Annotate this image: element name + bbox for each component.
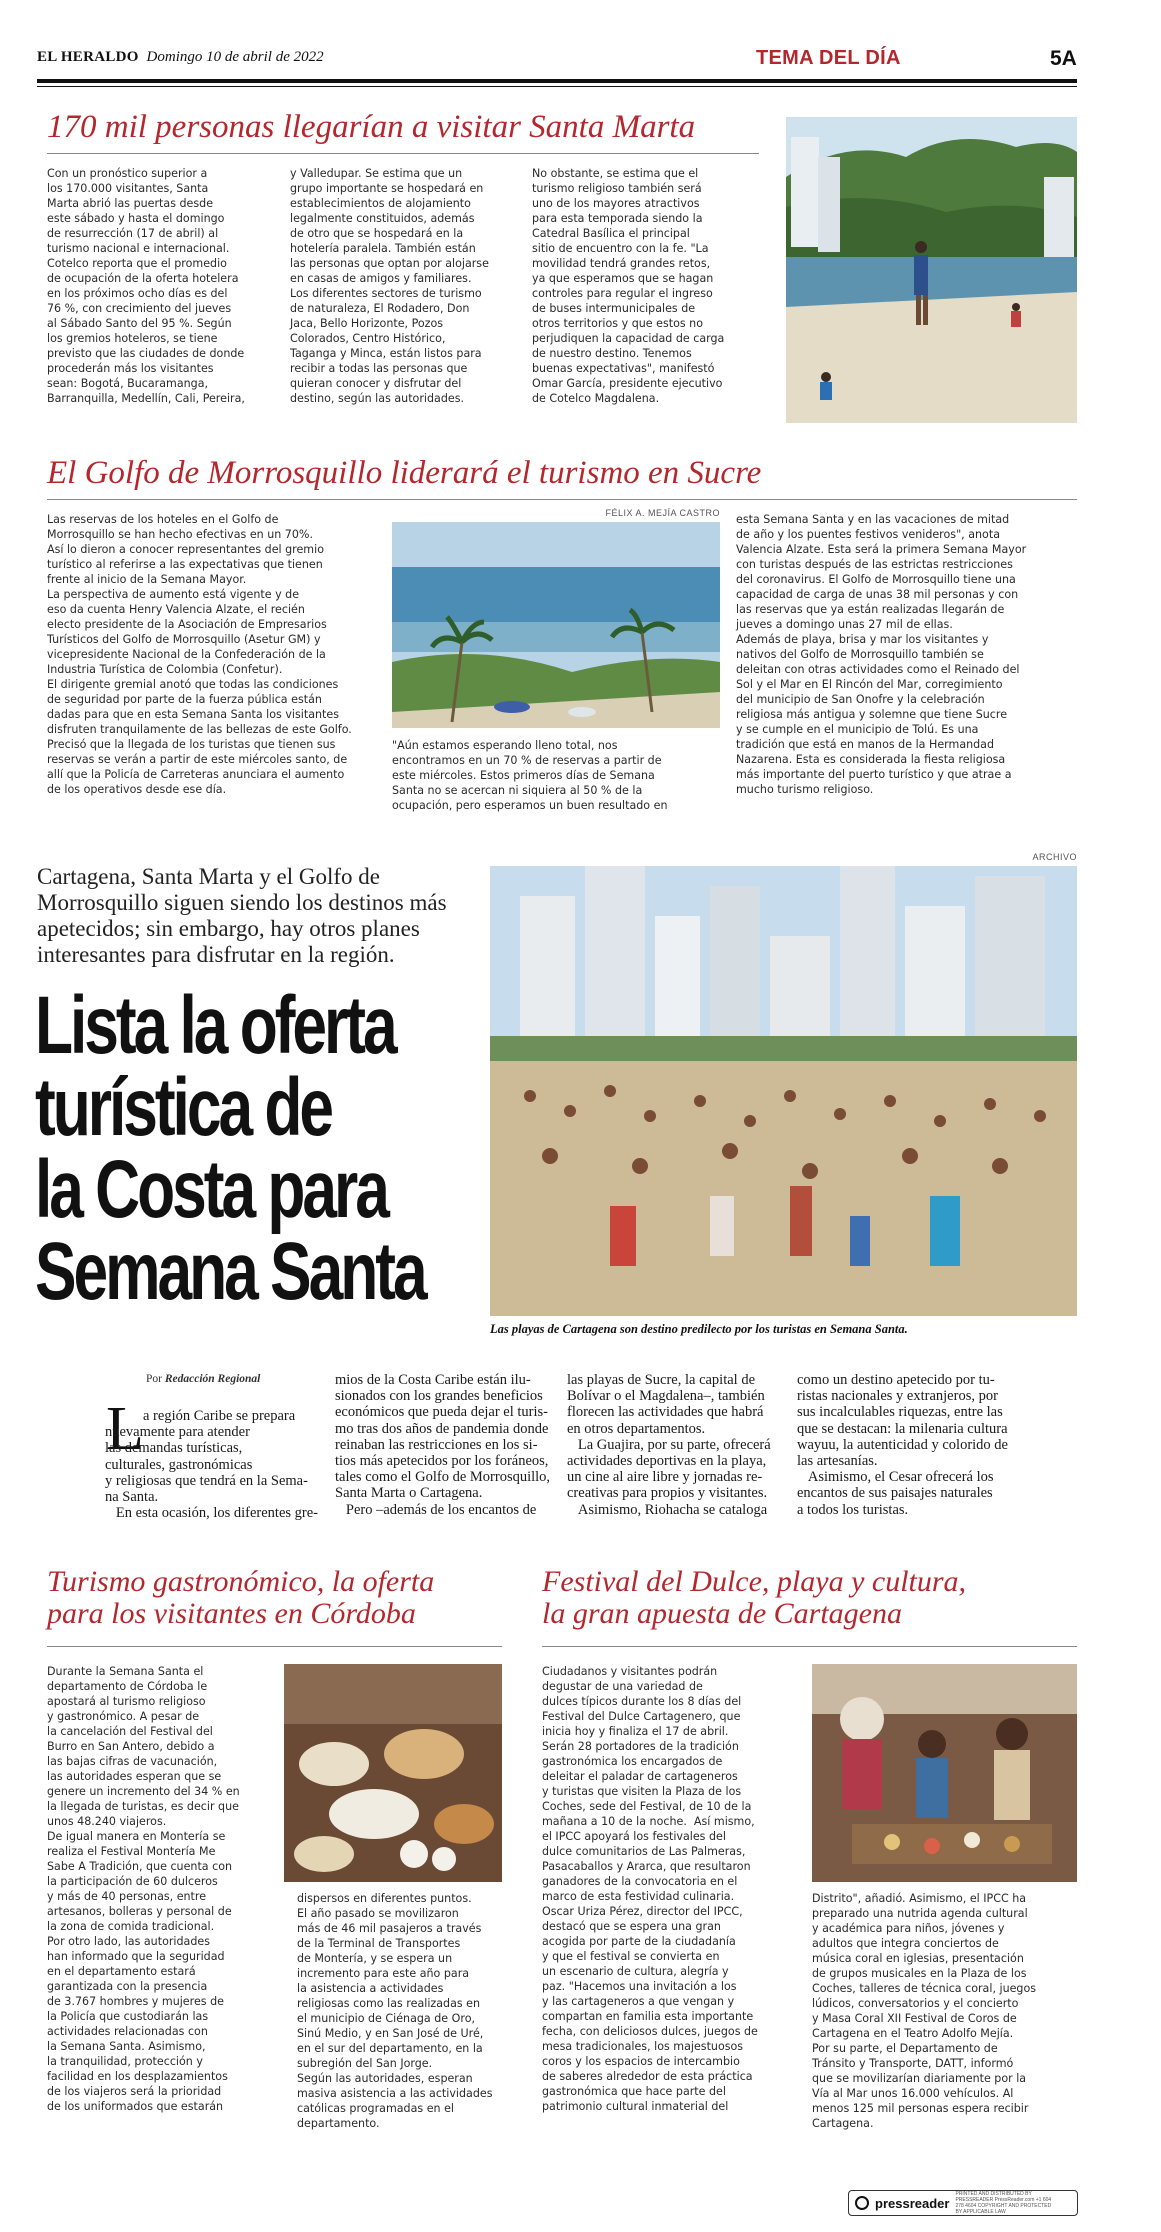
main-col4: como un destino apetecido por tu- ristas nacionales y extranjeros, por sus incalculables riquezas, entre las que se destacan: la milenaria cultura wayuu, la autenticidad y colorido de las artesanías. Asimismo, el Cesar ofrecerá los encantos de sus paisajes naturales a todos los turistas. — [797, 1372, 1008, 1518]
article3-col2: dispersos en diferentes puntos. El año pasado se movilizaron más de 46 mil pasajeros a través de la Terminal de Transportes de Montería, y se espera un incremento para este año para la asistencia a actividades religiosas como las realizadas en el municipio de Ciénaga de Oro, Sinú Medio, y en San José de Uré, en el sur del departamento, en la subregión del San Jorge. Según las autoridades, esperan masiva asistencia a las actividades católicas programadas en el departamento. — [297, 1892, 493, 2130]
masthead-rule — [37, 79, 1077, 83]
pressreader-name: pressreader — [875, 2195, 950, 2211]
newspaper-brand: EL HERALDO — [37, 49, 139, 65]
article4-headline — [542, 1566, 966, 1629]
article3-headline — [47, 1566, 434, 1629]
main-headline-line1: Lista la oferta — [35, 980, 395, 1071]
article4-headline-rule — [542, 1646, 1077, 1647]
main-dropcap: L — [106, 1395, 144, 1463]
main-col1 — [105, 1408, 325, 1521]
article3-headline-line2: para los visitantes en Córdoba — [47, 1596, 416, 1630]
article2-col3: esta Semana Santa y en las vacaciones de mitad de año y los puentes festivos venideros", anota Valencia Alzate. Esta será la primera Semana Mayor con turistas después de las estrictas restricciones del coronavirus. El Golfo de Morrosquillo tiene una capacidad de carga de unas 38 mil personas y con las reservas que ya están realizadas llegarán de jueves a domingo unas 27 mil de ellas. Además de playa, brisa y mar los visitantes y nativos del Golfo de Morrosquillo también se deleitan con otras actividades como el Reinado del Sol y el Mar en El Rincón del Mar, corregimiento del municipio de San Onofre y la celebración religiosa más antigua y solemne que tiene Sucre y se cumple en el municipio de Tolú. Es una tradición que está en manos de la Hermandad Nazarena. Esta es considerada la fiesta religiosa más importante del puerto turístico y que atrae a mucho turismo religioso. — [736, 513, 1027, 796]
main-headline-line2: turística de — [35, 1062, 331, 1153]
article4-headline-line2: la gran apuesta de Cartagena — [542, 1596, 902, 1630]
article1-headline-rule — [47, 153, 759, 154]
byline-prefix: Por — [146, 1373, 162, 1385]
pressreader-icon — [855, 2196, 869, 2210]
festival-dulce-photo — [812, 1664, 1077, 1882]
masthead-rule-thin — [37, 86, 1077, 87]
main-headline — [35, 980, 461, 1317]
masthead-left — [37, 49, 324, 66]
article4-col1: Ciudadanos y visitantes podrán degustar de una variedad de dulces típicos durante los 8 días del Festival del Dulce Cartagenero, que inicia hoy y finaliza el 17 de abril. Serán 28 portadores de la tradición gastronómica los encargados de deleitar el paladar de cartageneros y turistas que visiten la Plaza de los Coches, sede del Festival, de 10 de la mañana a 10 de la noche. Así mismo, el IPCC apoyará los festivales del dulce comunitarios de Las Palmeras, Pasacaballos y Ararca, que resultaron ganadores de la convocatoria en el marco de esta festividad culinaria. Oscar Uriza Pérez, director del IPCC, destacó que se espera una gran acogida por parte de la ciudadanía y que el festival se convierta en un escenario de cultura, alegría y paz. "Hacemos una invitación a los y las cartageneros a que vengan y compartan en familia esta importante fecha, con deliciosos dulces, juegos de mesa tradicionales, los majestuosos coros y los espacios de intercambio de saberes alrededor de esta práctica gastronómica que hace parte del patrimonio cultural inmaterial del — [542, 1665, 758, 2113]
article1-col3: No obstante, se estima que el turismo religioso también será uno de los mayores atractivos para esta temporada siendo la Catedral Basílica el principal sitio de encuentro con la fe. "La movilidad tendrá grandes retos, ya que esperamos que se hagan controles para regular el ingreso de buses intermunicipales de otros territorios y que estos no perjudiquen la capacidad de carga de nuestro destino. Tenemos buenas expectativas", manifestó Omar García, presidente ejecutivo de Cotelco Magdalena. — [532, 167, 725, 405]
santa-marta-beach-photo — [786, 117, 1077, 423]
main-col2: mios de la Costa Caribe están ilu- sionados con los grandes beneficios económicos que pueda dejar el turis- mo tras dos años de pandemia donde reinaban las restricciones en los si- tios más apetecidos por los foráneos, tales como el Golfo de Morrosquillo, Santa Marta o Cartagena. Pero –además de los encantos de — [335, 1372, 551, 1518]
main-col3: las playas de Sucre, la capital de Bolívar o el Magdalena–, también florecen las actividades que habrá en otros departamentos. La Guajira, por su parte, ofrecerá actividades deportivas en la playa, un cine al aire libre y jornadas re- creativas para propios y visitantes. Asimismo, Riohacha se cataloga — [567, 1372, 771, 1518]
main-headline-line3: la Costa para — [35, 1144, 387, 1235]
main-headline-line4: Semana Santa — [35, 1226, 425, 1317]
article2-col1: Las reservas de los hoteles en el Golfo de Morrosquillo se han hecho efectivas en un 70%. Así lo dieron a conocer representantes del gremio turístico al referirse a las expectativas que tienen frente al inicio de la Semana Mayor. La perspectiva de aumento está vigente y de eso da cuenta Henry Valencia Alzate, el recién electo presidente de la Asociación de Empresarios Turísticos del Golfo de Morrosquillo (Asetur GM) y vicepresidente Nacional de la Confederación de la Industria Turística de Colombia (Confetur). El dirigente gremial anotó que todas las condiciones de seguridad por parte de la fuerza pública están dadas para que en esta Semana Santa los visitantes disfruten tranquilamente de las bellezas de este Golfo. Precisó que la llegada de los turistas que tienen sus reservas se verán a partir de este miércoles santo, de allí que la Policía de Carreteras anunciara el aumento de los operativos desde ese día. — [47, 513, 352, 796]
article3-headline-rule — [47, 1646, 502, 1647]
article2-headline: El Golfo de Morrosquillo liderará el turismo en Sucre — [47, 455, 762, 491]
article4-headline-line1: Festival del Dulce, playa y cultura, — [542, 1565, 967, 1598]
main-kicker: Cartagena, Santa Marta y el Golfo de Morrosquillo siguen siendo los destinos más apetecidos; sin embargo, hay otros planes interesantes para disfrutar en la región. — [37, 864, 447, 967]
pressreader-fineprint: PRINTED AND DISTRIBUTED BY PRESSREADER PressReader.com +1 604 278 4604 COPYRIGHT AND PROTECTED BY APPLICABLE LAW — [955, 2191, 1052, 2215]
pressreader-badge[interactable] — [848, 2190, 1078, 2216]
byline-name: Redacción Regional — [164, 1373, 261, 1385]
article3-headline-line1: Turismo gastronómico, la oferta — [47, 1565, 435, 1598]
page-number: 5A — [1050, 47, 1077, 70]
article3-col1: Durante la Semana Santa el departamento de Córdoba le apostará al turismo religioso y gastronómico. A pesar de la cancelación del Festival del Burro en San Antero, debido a las bajas cifras de vacunación, las autoridades esperan que se genere un incremento del 34 % en la llegada de turistas, es decir que unos 48.240 viajeros. De igual manera en Montería se realiza el Festival Montería Me Sabe A Tradición, que cuenta con la participación de 60 dulceros y más de 40 personas, entre artesanos, bolleras y personal de la zona de comida tradicional. Por otro lado, las autoridades han informado que la seguridad en el departamento estará garantizada con la presencia de 3.767 hombres y mujeres de la Policía que custodiarán las actividades relacionadas con la Semana Santa. Asimismo, la tranquilidad, protección y facilidad en los desplazamientos de los viajeros será la prioridad de los uniformados que estarán — [47, 1665, 240, 2113]
golfo-morrosquillo-photo — [392, 522, 720, 728]
main-photo-credit: ARCHIVO — [1032, 852, 1077, 862]
article1-col2: y Valledupar. Se estima que un grupo importante se hospedará en establecimientos de alojamiento legalmente constituidos, además de otro que se hospedará en la hotelería paralela. También están las personas que optan por alojarse en casas de amigos y familiares. Los diferentes sectores de turismo de naturaleza, El Rodadero, Don Jaca, Bello Horizonte, Pozos Colorados, Centro Histórico, Taganga y Minca, están listos para recibir a todas las personas que quieran conocer y disfrutar del destino, según las autoridades. — [290, 167, 489, 405]
article2-photo-credit: FÉLIX A. MEJÍA CASTRO — [605, 508, 720, 518]
main-col1-text: a región Caribe se prepara nuevamente para atender las demandas turísticas, culturales, gastronómicas y religiosas que tendrá en la Sema- na Santa. En esta ocasión, los diferentes gre- — [105, 1408, 318, 1522]
main-photo-caption: Las playas de Cartagena son destino predilecto por los turistas en Semana Santa. — [490, 1322, 908, 1336]
article2-col2: "Aún estamos esperando lleno total, nos encontramos en un 70 % de reservas a partir de este miércoles. Estos primeros días de Semana Santa no se acercan ni siquiera al 50 % de la ocupación, pero esperamos un buen resultado en — [392, 739, 668, 812]
main-byline — [146, 1373, 260, 1385]
section-title: TEMA DEL DÍA — [756, 47, 901, 69]
article1-headline: 170 mil personas llegarían a visitar Santa Marta — [47, 109, 696, 145]
article2-headline-rule — [47, 499, 1077, 500]
cartagena-beach-photo — [490, 866, 1077, 1316]
article1-col1: Con un pronóstico superior a los 170.000 visitantes, Santa Marta abrió las puertas desde este sábado y hasta el domingo de resurrección (17 de abril) al turismo nacional e internacional. Cotelco reporta que el promedio de ocupación de la oferta hotelera en los próximos ocho días es del 76 %, con crecimiento del jueves al Sábado Santo del 95 %. Según los gremios hoteleros, se tiene previsto que las ciudades de donde procederán más los visitantes sean: Bogotá, Bucaramanga, Barranquilla, Medellín, Cali, Pereira, — [47, 167, 245, 405]
cordoba-food-photo — [284, 1664, 502, 1882]
issue-date: Domingo 10 de abril de 2022 — [146, 49, 324, 65]
article4-col2: Distrito", añadió. Asimismo, el IPCC ha preparado una nutrida agenda cultural y académica para niños, jóvenes y adultos que integra conciertos de música coral en iglesias, presentación de grupos musicales en la Plaza de los Coches, talleres de técnica coral, juegos lúdicos, conversatorios y el concierto y Masa Coral XII Festival de Coros de Cartagena en el Teatro Adolfo Mejía. Por su parte, el Departamento de Tránsito y Transporte, DATT, informó que se movilizarían diariamente por la Vía al Mar unos 16.000 vehículos. Al menos 125 mil personas espera recibir Cartagena. — [812, 1892, 1037, 2130]
